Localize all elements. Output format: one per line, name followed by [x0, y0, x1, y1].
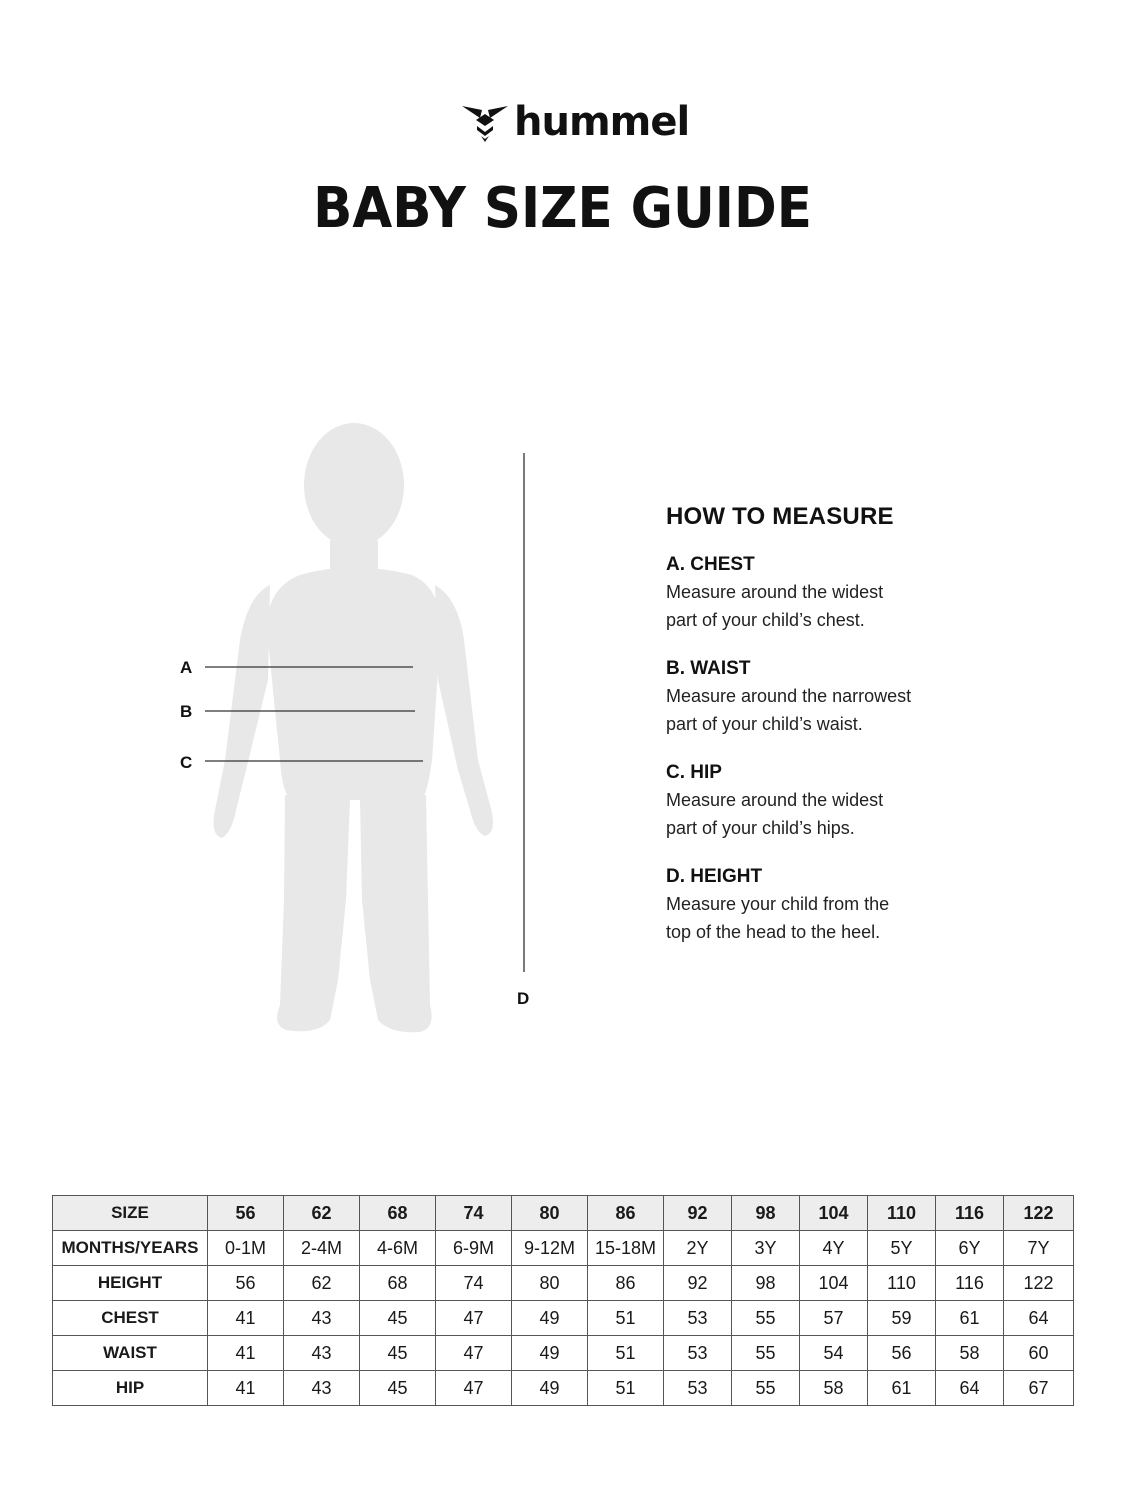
page-title: BABY SIZE GUIDE	[313, 176, 812, 241]
step-title: D. HEIGHT	[666, 866, 763, 887]
table-cell: 56	[868, 1336, 936, 1371]
marker-d-label: D	[517, 989, 530, 1008]
step-height	[666, 864, 986, 946]
table-cell: 74	[436, 1196, 512, 1231]
table-cell: 51	[588, 1371, 664, 1406]
step-desc-line: Measure your child from the	[666, 894, 890, 914]
how-to-measure-section	[666, 502, 986, 968]
table-cell: 0-1M	[208, 1231, 284, 1266]
row-header: HEIGHT	[53, 1266, 208, 1301]
table-cell: 45	[360, 1336, 436, 1371]
table-cell: 67	[1004, 1371, 1074, 1406]
table-cell: 53	[664, 1336, 732, 1371]
table-cell: 2-4M	[284, 1231, 360, 1266]
row-header: CHEST	[53, 1301, 208, 1336]
step-chest	[666, 552, 986, 634]
step-desc-line: top of the head to the heel.	[666, 922, 881, 942]
table-cell: 80	[512, 1196, 588, 1231]
step-title: B. WAIST	[666, 658, 751, 679]
table-cell: 62	[284, 1196, 360, 1231]
table-cell: 64	[936, 1371, 1004, 1406]
table-cell: 116	[936, 1196, 1004, 1231]
table-cell: 86	[588, 1266, 664, 1301]
table-cell: 55	[732, 1336, 800, 1371]
table-cell: 41	[208, 1301, 284, 1336]
table-cell: 55	[732, 1301, 800, 1336]
table-cell: 122	[1004, 1266, 1074, 1301]
row-header: SIZE	[53, 1196, 208, 1231]
table-row	[53, 1301, 1074, 1336]
table-cell: 61	[868, 1371, 936, 1406]
row-header: MONTHS/YEARS	[53, 1231, 208, 1266]
table-cell: 122	[1004, 1196, 1074, 1231]
table-cell: 9-12M	[512, 1231, 588, 1266]
table-cell: 104	[800, 1196, 868, 1231]
step-desc-line: part of your child’s hips.	[666, 818, 855, 838]
step-desc-line: Measure around the widest	[666, 790, 884, 810]
table-cell: 86	[588, 1196, 664, 1231]
table-cell: 58	[800, 1371, 868, 1406]
marker-c-label: C	[180, 753, 193, 772]
how-to-measure-heading: HOW TO MEASURE	[666, 503, 894, 530]
table-cell: 110	[868, 1266, 936, 1301]
size-table	[52, 1195, 1074, 1406]
table-cell: 43	[284, 1371, 360, 1406]
step-desc-line: part of your child’s waist.	[666, 714, 863, 734]
table-row	[53, 1231, 1074, 1266]
table-cell: 64	[1004, 1301, 1074, 1336]
table-cell: 49	[512, 1371, 588, 1406]
table-cell: 51	[588, 1301, 664, 1336]
table-cell: 53	[664, 1301, 732, 1336]
step-desc-line: Measure around the narrowest	[666, 686, 912, 706]
table-cell: 49	[512, 1336, 588, 1371]
table-cell: 56	[208, 1266, 284, 1301]
table-cell: 49	[512, 1301, 588, 1336]
table-cell: 4-6M	[360, 1231, 436, 1266]
table-cell: 53	[664, 1371, 732, 1406]
table-cell: 59	[868, 1301, 936, 1336]
step-hip	[666, 760, 986, 842]
table-cell: 54	[800, 1336, 868, 1371]
table-cell: 80	[512, 1266, 588, 1301]
bee-icon	[460, 102, 510, 142]
baby-silhouette	[214, 423, 494, 1032]
table-cell: 56	[208, 1196, 284, 1231]
table-cell: 51	[588, 1336, 664, 1371]
table-cell: 62	[284, 1266, 360, 1301]
table-cell: 41	[208, 1336, 284, 1371]
row-header: WAIST	[53, 1336, 208, 1371]
table-cell: 2Y	[664, 1231, 732, 1266]
step-title: C. HIP	[666, 762, 722, 783]
table-cell: 61	[936, 1301, 1004, 1336]
table-cell: 5Y	[868, 1231, 936, 1266]
table-cell: 7Y	[1004, 1231, 1074, 1266]
marker-b-label: B	[180, 702, 193, 721]
table-cell: 45	[360, 1371, 436, 1406]
step-desc-line: Measure around the widest	[666, 582, 884, 602]
table-cell: 47	[436, 1371, 512, 1406]
marker-a-label: A	[180, 658, 193, 677]
table-cell: 104	[800, 1266, 868, 1301]
table-cell: 15-18M	[588, 1231, 664, 1266]
step-title: A. CHEST	[666, 554, 755, 575]
table-row	[53, 1371, 1074, 1406]
size-table-body	[53, 1196, 1074, 1406]
table-cell: 57	[800, 1301, 868, 1336]
table-cell: 4Y	[800, 1231, 868, 1266]
table-cell: 55	[732, 1371, 800, 1406]
table-cell: 92	[664, 1196, 732, 1231]
table-cell: 74	[436, 1266, 512, 1301]
table-cell: 92	[664, 1266, 732, 1301]
table-row	[53, 1196, 1074, 1231]
brand-wordmark: hummel	[514, 99, 690, 145]
step-waist	[666, 656, 986, 738]
table-cell: 45	[360, 1301, 436, 1336]
table-cell: 116	[936, 1266, 1004, 1301]
table-cell: 6Y	[936, 1231, 1004, 1266]
table-cell: 110	[868, 1196, 936, 1231]
table-cell: 41	[208, 1371, 284, 1406]
table-row	[53, 1336, 1074, 1371]
table-cell: 6-9M	[436, 1231, 512, 1266]
table-cell: 98	[732, 1266, 800, 1301]
table-cell: 68	[360, 1196, 436, 1231]
table-cell: 43	[284, 1301, 360, 1336]
brand-logo	[460, 100, 689, 144]
table-cell: 60	[1004, 1336, 1074, 1371]
table-row	[53, 1266, 1074, 1301]
row-header: HIP	[53, 1371, 208, 1406]
step-desc-line: part of your child’s chest.	[666, 610, 865, 630]
table-cell: 3Y	[732, 1231, 800, 1266]
table-cell: 43	[284, 1336, 360, 1371]
table-cell: 58	[936, 1336, 1004, 1371]
table-cell: 68	[360, 1266, 436, 1301]
table-cell: 98	[732, 1196, 800, 1231]
table-cell: 47	[436, 1336, 512, 1371]
table-cell: 47	[436, 1301, 512, 1336]
